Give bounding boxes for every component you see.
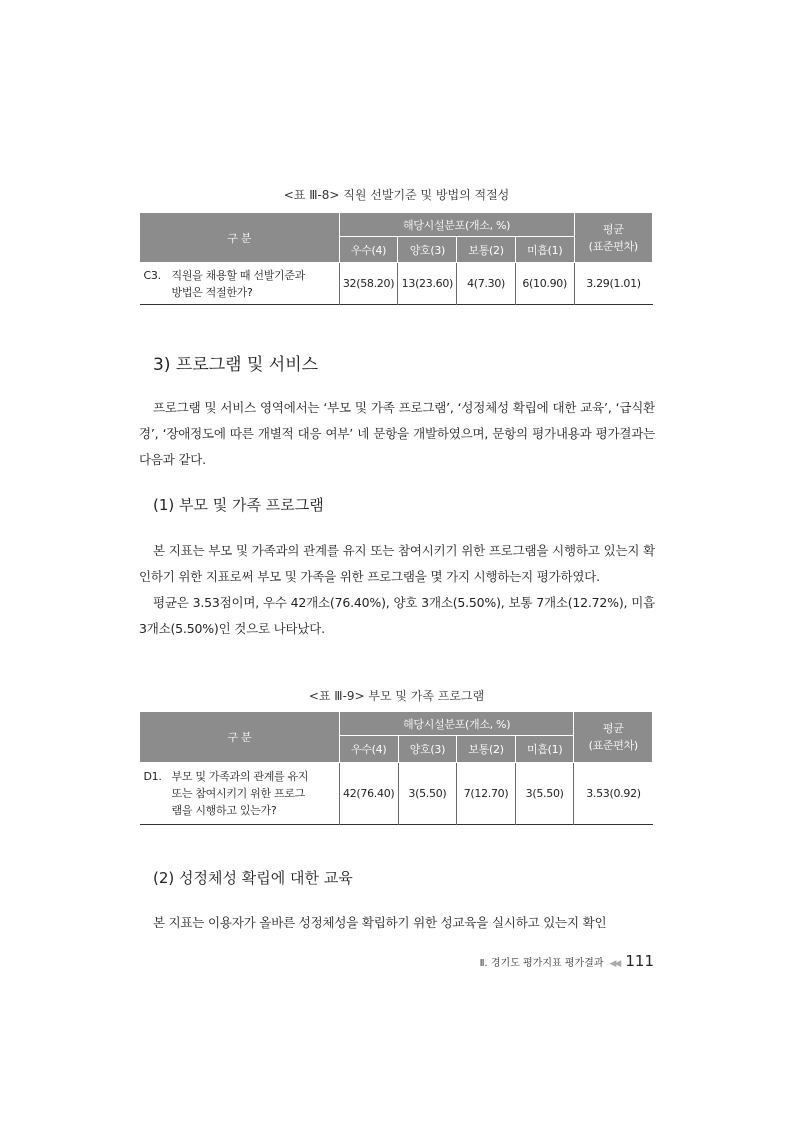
section-paragraph <box>139 395 655 473</box>
table-row <box>140 763 653 825</box>
value-cell: 6(10.90) <box>515 263 574 305</box>
column-header-good: 양호(3) <box>398 736 457 763</box>
subsection-paragraphs <box>139 538 655 642</box>
value-cell: 13(23.60) <box>398 263 457 305</box>
value-cell: 3(5.50) <box>398 763 457 825</box>
column-header-excellent: 우수(4) <box>339 736 398 763</box>
column-header-average <box>574 712 653 763</box>
column-header-poor: 미흡(1) <box>515 237 574 263</box>
column-header-fair: 보통(2) <box>457 237 516 263</box>
value-cell: 4(7.30) <box>457 263 516 305</box>
subsection-heading: (2) 성정체성 확립에 대한 교육 <box>153 869 353 887</box>
value-cell: 3(5.50) <box>515 763 574 825</box>
section-heading: 3) 프로그램 및 서비스 <box>153 355 319 375</box>
item-text: 직원을 채용할 때 선발기준과 <box>171 268 306 282</box>
item-cell <box>140 763 340 825</box>
average-cell: 3.29(1.01) <box>586 277 641 290</box>
std-label: (표준편차) <box>588 239 638 253</box>
page-number: 111 <box>625 952 654 970</box>
subsection-paragraph <box>139 910 655 936</box>
paragraph-text: 본 지표는 이용자가 올바른 성정체성을 확립하기 위한 성교육을 실시하고 있는지 확인 <box>153 915 607 930</box>
value-cell: 42(76.40) <box>339 763 398 825</box>
average-label: 평균 <box>602 722 624 735</box>
item-text: 부모 및 가족과의 관계를 유지 <box>171 770 309 783</box>
paragraph-text: 프로그램 및 서비스 영역에서는 ‘부모 및 가족 프로그램’, ‘성정체성 확립에 대한 교육’, ‘급식환경’, ‘장애정도에 따른 개별적 대응 여부’ 네 문항을 개발하였으며, 문항의 평가내용과 평가결과는 다음과 같다. <box>139 400 655 467</box>
column-header-average <box>574 213 652 263</box>
value-cell: 32(58.20) <box>339 263 398 305</box>
item-code: D1. <box>143 770 162 783</box>
column-header-category: 구 분 <box>140 712 340 763</box>
column-header-poor: 미흡(1) <box>515 736 574 763</box>
page-footer <box>480 952 654 970</box>
table-row <box>140 263 653 305</box>
item-text: 또는 참여시키기 위한 프로그 <box>171 787 306 800</box>
double-arrow-icon: ◀◀ <box>609 959 620 969</box>
average-cell: 3.53(0.92) <box>586 787 641 800</box>
column-header-category: 구 분 <box>140 213 340 263</box>
chapter-title: Ⅱ. 경기도 평가지표 평가결과 <box>479 958 604 969</box>
paragraph-text: 본 지표는 부모 및 가족과의 관계를 유지 또는 참여시키기 위한 프로그램을 시행하고 있는지 확인하기 위한 지표로써 부모 및 가족을 위한 프로그램을 몇 가지 시행하는지 평가하였다. <box>139 543 655 584</box>
item-cell <box>140 263 340 305</box>
std-label: (표준편차) <box>588 739 638 752</box>
column-header-distribution: 해당시설분포(개소, %) <box>339 213 574 237</box>
column-header-excellent: 우수(4) <box>339 237 398 263</box>
column-header-good: 양호(3) <box>398 237 457 263</box>
table-caption: <표 Ⅲ-9> 부모 및 가족 프로그램 <box>308 689 485 703</box>
column-header-distribution: 해당시설분포(개소, %) <box>339 712 574 736</box>
item-text: 방법은 적절한가? <box>171 285 253 299</box>
value-cell: 7(12.70) <box>457 763 516 825</box>
table-caption: <표 Ⅲ-8> 직원 선발기준 및 방법의 적절성 <box>283 188 510 202</box>
item-text: 램을 시행하고 있는가? <box>171 804 277 817</box>
subsection-heading: (1) 부모 및 가족 프로그램 <box>153 496 324 514</box>
data-table <box>139 711 653 825</box>
paragraph-text: 평균은 3.53점이며, 우수 42개소(76.40%), 양호 3개소(5.50%), 보통 7개소(12.72%), 미흡 3개소(5.50%)인 것으로 나타났다. <box>139 595 655 636</box>
column-header-fair: 보통(2) <box>457 736 516 763</box>
average-label: 평균 <box>602 222 624 236</box>
data-table <box>139 212 653 305</box>
item-code: C3. <box>143 268 161 282</box>
